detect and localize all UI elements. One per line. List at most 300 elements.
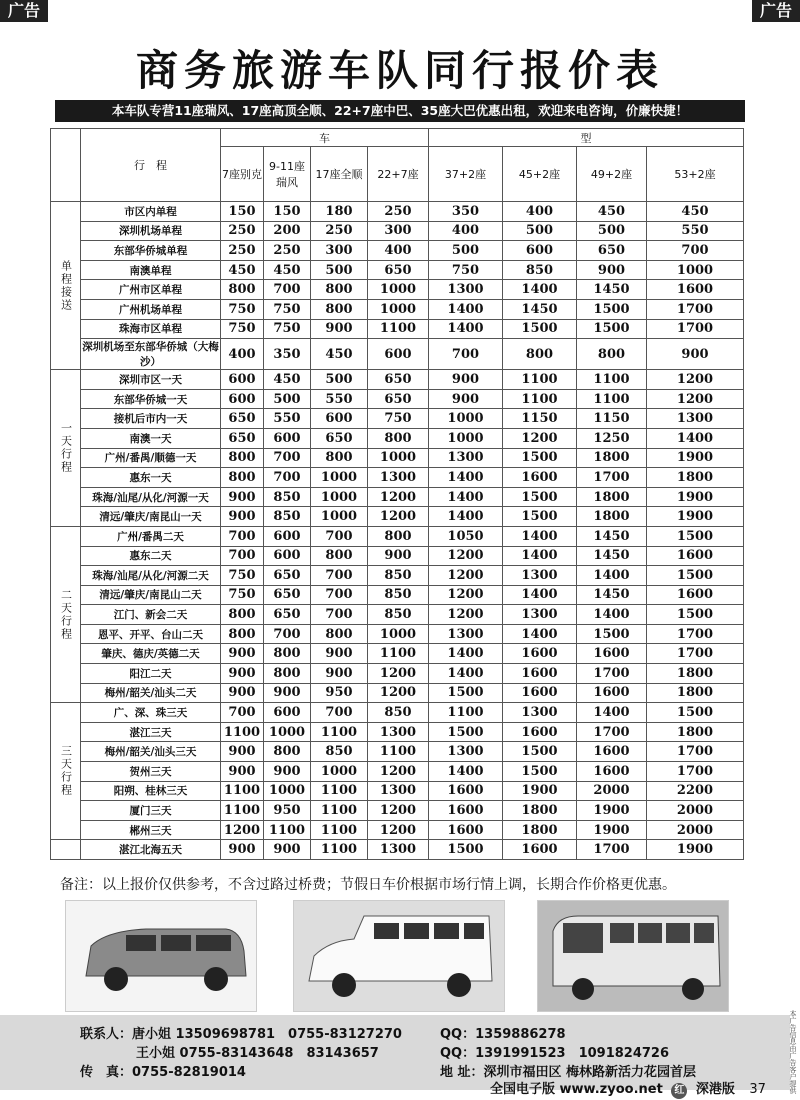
address-label: 地 址： bbox=[440, 1065, 484, 1080]
table-row bbox=[51, 820, 744, 840]
price-cell: 2000 bbox=[647, 801, 744, 821]
price-cell: 450 bbox=[311, 339, 368, 370]
price-cell: 850 bbox=[264, 507, 311, 527]
price-cell: 450 bbox=[264, 370, 311, 390]
price-cell: 1450 bbox=[577, 280, 647, 300]
price-cell: 700 bbox=[311, 566, 368, 586]
route-cell: 肇庆、德庆/英德二天 bbox=[81, 644, 221, 664]
price-cell: 1800 bbox=[503, 801, 577, 821]
price-cell: 800 bbox=[264, 644, 311, 664]
price-cell: 1500 bbox=[577, 299, 647, 319]
fax-label: 传 真： bbox=[80, 1065, 133, 1080]
route-cell: 深圳市区一天 bbox=[81, 370, 221, 390]
price-cell: 1900 bbox=[577, 820, 647, 840]
vehicle-header-1: 车 bbox=[221, 129, 429, 147]
price-cell: 900 bbox=[264, 762, 311, 782]
price-cell: 1100 bbox=[311, 840, 368, 860]
minibus-image bbox=[537, 900, 729, 1012]
price-cell: 1500 bbox=[647, 605, 744, 625]
price-cell: 1300 bbox=[429, 624, 503, 644]
price-cell: 600 bbox=[221, 389, 264, 409]
price-cell: 1200 bbox=[429, 585, 503, 605]
price-cell: 800 bbox=[311, 299, 368, 319]
vehicle-type-header: 22+7座 bbox=[368, 147, 429, 202]
price-cell: 800 bbox=[311, 448, 368, 468]
contact-person-2-info: 王小姐 0755-83143648 83143657 bbox=[136, 1046, 379, 1061]
price-cell: 1000 bbox=[429, 409, 503, 429]
fax-line bbox=[80, 1061, 246, 1080]
vehicle-type-header: 37+2座 bbox=[429, 147, 503, 202]
price-cell: 1100 bbox=[368, 644, 429, 664]
price-cell: 600 bbox=[221, 370, 264, 390]
price-cell: 1800 bbox=[647, 683, 744, 703]
price-cell: 900 bbox=[221, 644, 264, 664]
price-cell: 1200 bbox=[368, 683, 429, 703]
price-cell: 1400 bbox=[503, 526, 577, 546]
price-cell: 1600 bbox=[503, 644, 577, 664]
price-cell: 1500 bbox=[503, 762, 577, 782]
price-cell: 1600 bbox=[503, 664, 577, 684]
price-cell: 900 bbox=[221, 507, 264, 527]
price-cell: 700 bbox=[221, 703, 264, 723]
price-cell: 750 bbox=[264, 319, 311, 339]
price-cell: 400 bbox=[503, 202, 577, 222]
price-cell: 1800 bbox=[577, 448, 647, 468]
qq-line-2 bbox=[440, 1042, 669, 1061]
price-cell: 1000 bbox=[311, 487, 368, 507]
route-cell: 珠海市区单程 bbox=[81, 319, 221, 339]
price-cell: 1300 bbox=[503, 566, 577, 586]
route-cell: 深圳机场单程 bbox=[81, 221, 221, 241]
price-cell: 1200 bbox=[368, 664, 429, 684]
price-table bbox=[50, 128, 744, 860]
price-cell: 1600 bbox=[647, 546, 744, 566]
price-cell: 1400 bbox=[429, 319, 503, 339]
vehicle-type-header: 53+2座 bbox=[647, 147, 744, 202]
vehicle-type-header: 49+2座 bbox=[577, 147, 647, 202]
table-row bbox=[51, 840, 744, 860]
footer-site: 全国电子版 www.zyoo.net bbox=[490, 1082, 663, 1097]
table-row bbox=[51, 409, 744, 429]
vehicle-header-2: 型 bbox=[429, 129, 744, 147]
price-cell: 500 bbox=[503, 221, 577, 241]
price-cell: 450 bbox=[647, 202, 744, 222]
price-cell: 1500 bbox=[503, 319, 577, 339]
table-row bbox=[51, 370, 744, 390]
price-cell: 750 bbox=[221, 299, 264, 319]
price-cell: 900 bbox=[221, 742, 264, 762]
category-label bbox=[51, 840, 81, 860]
table-row bbox=[51, 546, 744, 566]
route-cell: 厦门三天 bbox=[81, 801, 221, 821]
table-row bbox=[51, 428, 744, 448]
price-cell: 900 bbox=[221, 683, 264, 703]
price-cell: 1200 bbox=[647, 389, 744, 409]
route-cell: 南澳单程 bbox=[81, 260, 221, 280]
price-cell: 1900 bbox=[647, 507, 744, 527]
price-cell: 700 bbox=[264, 280, 311, 300]
price-cell: 800 bbox=[221, 448, 264, 468]
side-note: 本广告信息由广告客户提供 bbox=[789, 1010, 797, 1094]
price-cell: 1300 bbox=[503, 703, 577, 723]
price-cell: 1300 bbox=[503, 605, 577, 625]
price-cell: 900 bbox=[647, 339, 744, 370]
route-header: 行 程 bbox=[81, 129, 221, 202]
footer bbox=[490, 1078, 766, 1099]
category-label: 三天行程 bbox=[51, 703, 81, 840]
price-cell: 1500 bbox=[577, 624, 647, 644]
price-cell: 1000 bbox=[429, 428, 503, 448]
price-cell: 1400 bbox=[577, 703, 647, 723]
price-cell: 1800 bbox=[577, 487, 647, 507]
price-cell: 600 bbox=[264, 703, 311, 723]
price-cell: 1000 bbox=[264, 781, 311, 801]
price-cell: 1100 bbox=[221, 781, 264, 801]
price-cell: 250 bbox=[368, 202, 429, 222]
price-cell: 800 bbox=[264, 742, 311, 762]
price-cell: 1200 bbox=[221, 820, 264, 840]
price-cell: 800 bbox=[503, 339, 577, 370]
price-cell: 1450 bbox=[577, 526, 647, 546]
price-cell: 1400 bbox=[503, 280, 577, 300]
price-cell: 2200 bbox=[647, 781, 744, 801]
transit-van-image bbox=[293, 900, 505, 1012]
price-cell: 250 bbox=[221, 221, 264, 241]
price-cell: 1100 bbox=[221, 722, 264, 742]
route-cell: 广州/番禺/顺德一天 bbox=[81, 448, 221, 468]
table-row bbox=[51, 280, 744, 300]
price-cell: 1700 bbox=[577, 468, 647, 488]
price-cell: 650 bbox=[577, 241, 647, 261]
price-cell: 1200 bbox=[368, 801, 429, 821]
price-cell: 1600 bbox=[503, 683, 577, 703]
route-cell: 湛江三天 bbox=[81, 722, 221, 742]
price-cell: 1400 bbox=[503, 546, 577, 566]
price-cell: 900 bbox=[311, 319, 368, 339]
price-cell: 750 bbox=[429, 260, 503, 280]
price-cell: 550 bbox=[264, 409, 311, 429]
price-cell: 800 bbox=[221, 468, 264, 488]
price-cell: 150 bbox=[264, 202, 311, 222]
price-cell: 800 bbox=[221, 624, 264, 644]
price-cell: 1500 bbox=[503, 448, 577, 468]
price-cell: 1600 bbox=[503, 722, 577, 742]
price-cell: 1100 bbox=[503, 389, 577, 409]
table-row bbox=[51, 781, 744, 801]
qq-line-1 bbox=[440, 1023, 566, 1042]
contact-label: 联系人： bbox=[80, 1027, 133, 1042]
route-cell: 珠海/汕尾/从化/河源一天 bbox=[81, 487, 221, 507]
price-cell: 1800 bbox=[647, 664, 744, 684]
price-cell: 650 bbox=[221, 409, 264, 429]
price-cell: 1150 bbox=[577, 409, 647, 429]
price-cell: 1800 bbox=[647, 722, 744, 742]
price-cell: 1400 bbox=[429, 468, 503, 488]
price-cell: 1100 bbox=[311, 781, 368, 801]
price-cell: 1500 bbox=[429, 840, 503, 860]
price-cell: 1600 bbox=[429, 820, 503, 840]
price-cell: 700 bbox=[264, 468, 311, 488]
price-cell: 1200 bbox=[368, 487, 429, 507]
table-row bbox=[51, 742, 744, 762]
price-cell: 650 bbox=[264, 585, 311, 605]
price-cell: 1700 bbox=[647, 299, 744, 319]
price-cell: 1300 bbox=[429, 280, 503, 300]
route-cell: 广、深、珠三天 bbox=[81, 703, 221, 723]
price-cell: 1800 bbox=[577, 507, 647, 527]
vehicle-type-header: 17座全顺 bbox=[311, 147, 368, 202]
footer-badge: 红 bbox=[671, 1083, 687, 1099]
price-cell: 1400 bbox=[429, 762, 503, 782]
price-cell: 650 bbox=[221, 428, 264, 448]
price-cell: 650 bbox=[368, 370, 429, 390]
price-cell: 1500 bbox=[503, 507, 577, 527]
price-cell: 1250 bbox=[577, 428, 647, 448]
qq-label-2: QQ： bbox=[440, 1046, 476, 1061]
table-row bbox=[51, 339, 744, 370]
table-row bbox=[51, 487, 744, 507]
price-cell: 850 bbox=[311, 742, 368, 762]
route-cell: 湛江北海五天 bbox=[81, 840, 221, 860]
price-cell: 2000 bbox=[577, 781, 647, 801]
price-cell: 350 bbox=[429, 202, 503, 222]
route-cell: 市区内单程 bbox=[81, 202, 221, 222]
price-cell: 1450 bbox=[577, 585, 647, 605]
price-cell: 550 bbox=[311, 389, 368, 409]
price-cell: 1400 bbox=[429, 487, 503, 507]
price-cell: 1400 bbox=[577, 566, 647, 586]
price-cell: 750 bbox=[221, 585, 264, 605]
contact-person-1 bbox=[80, 1023, 402, 1042]
table-row bbox=[51, 664, 744, 684]
category-label: 一天行程 bbox=[51, 370, 81, 527]
table-row bbox=[51, 202, 744, 222]
price-cell: 700 bbox=[311, 703, 368, 723]
category-label: 二天行程 bbox=[51, 526, 81, 702]
price-cell: 600 bbox=[264, 546, 311, 566]
route-cell: 郴州三天 bbox=[81, 820, 221, 840]
price-cell: 250 bbox=[264, 241, 311, 261]
route-cell: 珠海/汕尾/从化/河源二天 bbox=[81, 566, 221, 586]
price-note: 备注：以上报价仅供参考，不含过路过桥费；节假日车价根据市场行情上调，长期合作价格更优惠。 bbox=[60, 877, 676, 893]
price-cell: 500 bbox=[264, 389, 311, 409]
price-cell: 1200 bbox=[368, 507, 429, 527]
vehicle-type-header: 9-11座瑞风 bbox=[264, 147, 311, 202]
price-cell: 900 bbox=[221, 664, 264, 684]
price-cell: 1600 bbox=[503, 468, 577, 488]
price-cell: 1800 bbox=[647, 468, 744, 488]
price-cell: 500 bbox=[577, 221, 647, 241]
contact-person-1-info: 唐小姐 13509698781 0755-83127270 bbox=[132, 1027, 402, 1042]
price-cell: 600 bbox=[311, 409, 368, 429]
route-cell: 惠东二天 bbox=[81, 546, 221, 566]
price-cell: 1400 bbox=[429, 299, 503, 319]
price-cell: 1100 bbox=[264, 820, 311, 840]
price-cell: 800 bbox=[368, 428, 429, 448]
price-cell: 450 bbox=[221, 260, 264, 280]
table-row bbox=[51, 644, 744, 664]
price-cell: 900 bbox=[429, 389, 503, 409]
price-cell: 1400 bbox=[429, 664, 503, 684]
price-cell: 400 bbox=[221, 339, 264, 370]
price-cell: 700 bbox=[221, 526, 264, 546]
price-cell: 1900 bbox=[647, 840, 744, 860]
vehicle-type-header: 45+2座 bbox=[503, 147, 577, 202]
table-row bbox=[51, 468, 744, 488]
price-cell: 450 bbox=[264, 260, 311, 280]
price-cell: 1700 bbox=[577, 840, 647, 860]
ad-label-left: 广告 bbox=[0, 0, 48, 22]
route-cell: 广州/番禺二天 bbox=[81, 526, 221, 546]
route-cell: 贺州三天 bbox=[81, 762, 221, 782]
price-cell: 1500 bbox=[647, 526, 744, 546]
price-cell: 900 bbox=[221, 840, 264, 860]
price-cell: 700 bbox=[429, 339, 503, 370]
price-cell: 800 bbox=[221, 605, 264, 625]
price-cell: 1450 bbox=[577, 546, 647, 566]
footer-edition: 深港版 bbox=[695, 1082, 735, 1097]
price-cell: 1100 bbox=[311, 722, 368, 742]
table-row bbox=[51, 260, 744, 280]
price-cell: 800 bbox=[311, 624, 368, 644]
subtitle-banner: 本车队专营11座瑞风、17座高顶全顺、22+7座中巴、35座大巴优惠出租，欢迎来电咨询，价廉快捷！ bbox=[55, 100, 745, 122]
price-cell: 600 bbox=[368, 339, 429, 370]
price-cell: 1200 bbox=[429, 546, 503, 566]
price-cell: 1600 bbox=[577, 742, 647, 762]
table-row bbox=[51, 299, 744, 319]
price-cell: 700 bbox=[264, 448, 311, 468]
qq-number-1: 1359886278 bbox=[475, 1027, 566, 1042]
price-cell: 900 bbox=[429, 370, 503, 390]
price-cell: 1300 bbox=[368, 840, 429, 860]
table-row bbox=[51, 566, 744, 586]
price-cell: 800 bbox=[311, 280, 368, 300]
price-cell: 1300 bbox=[368, 722, 429, 742]
price-cell: 1400 bbox=[503, 585, 577, 605]
price-cell: 1000 bbox=[368, 299, 429, 319]
route-cell: 恩平、开平、台山二天 bbox=[81, 624, 221, 644]
price-cell: 600 bbox=[264, 526, 311, 546]
table-row bbox=[51, 624, 744, 644]
price-cell: 300 bbox=[368, 221, 429, 241]
price-cell: 1200 bbox=[429, 605, 503, 625]
route-cell: 广州市区单程 bbox=[81, 280, 221, 300]
price-cell: 250 bbox=[311, 221, 368, 241]
price-cell: 950 bbox=[311, 683, 368, 703]
route-cell: 广州机场单程 bbox=[81, 299, 221, 319]
price-cell: 800 bbox=[264, 664, 311, 684]
address-text: 深圳市福田区 梅林路新活力花园首层 bbox=[483, 1065, 697, 1080]
price-cell: 1000 bbox=[311, 762, 368, 782]
table-row bbox=[51, 585, 744, 605]
table-row bbox=[51, 703, 744, 723]
price-cell: 1100 bbox=[311, 801, 368, 821]
price-cell: 1400 bbox=[503, 624, 577, 644]
price-cell: 1200 bbox=[429, 566, 503, 586]
price-cell: 700 bbox=[311, 605, 368, 625]
price-cell: 1700 bbox=[647, 762, 744, 782]
price-cell: 1500 bbox=[647, 703, 744, 723]
price-cell: 900 bbox=[577, 260, 647, 280]
price-cell: 600 bbox=[503, 241, 577, 261]
price-cell: 800 bbox=[368, 526, 429, 546]
qq-label: QQ： bbox=[440, 1027, 476, 1042]
price-cell: 1400 bbox=[577, 605, 647, 625]
price-cell: 750 bbox=[221, 319, 264, 339]
price-cell: 300 bbox=[311, 241, 368, 261]
price-cell: 900 bbox=[221, 762, 264, 782]
price-cell: 1300 bbox=[368, 781, 429, 801]
table-row bbox=[51, 389, 744, 409]
vehicle-type-header: 7座别克 bbox=[221, 147, 264, 202]
price-cell: 1100 bbox=[577, 370, 647, 390]
price-cell: 850 bbox=[368, 585, 429, 605]
price-cell: 1500 bbox=[577, 319, 647, 339]
price-cell: 1200 bbox=[503, 428, 577, 448]
price-cell: 1150 bbox=[503, 409, 577, 429]
minivan-image bbox=[65, 900, 257, 1012]
price-cell: 1600 bbox=[647, 585, 744, 605]
price-cell: 1000 bbox=[368, 280, 429, 300]
price-cell: 1700 bbox=[647, 319, 744, 339]
price-cell: 700 bbox=[311, 585, 368, 605]
price-cell: 1100 bbox=[503, 370, 577, 390]
price-cell: 400 bbox=[429, 221, 503, 241]
price-cell: 1400 bbox=[429, 507, 503, 527]
route-cell: 梅州/韶关/汕头二天 bbox=[81, 683, 221, 703]
route-cell: 江门、新会二天 bbox=[81, 605, 221, 625]
price-cell: 1100 bbox=[429, 703, 503, 723]
price-cell: 750 bbox=[264, 299, 311, 319]
price-cell: 900 bbox=[264, 840, 311, 860]
route-cell: 东部华侨城单程 bbox=[81, 241, 221, 261]
price-cell: 2000 bbox=[647, 820, 744, 840]
table-row bbox=[51, 605, 744, 625]
price-cell: 850 bbox=[368, 566, 429, 586]
price-cell: 650 bbox=[311, 428, 368, 448]
page-title: 商务旅游车队同行报价表 bbox=[135, 46, 664, 95]
price-cell: 450 bbox=[577, 202, 647, 222]
table-row bbox=[51, 221, 744, 241]
price-cell: 1100 bbox=[368, 319, 429, 339]
price-cell: 1700 bbox=[647, 742, 744, 762]
price-cell: 700 bbox=[647, 241, 744, 261]
price-cell: 500 bbox=[311, 260, 368, 280]
price-cell: 1500 bbox=[429, 722, 503, 742]
price-cell: 600 bbox=[264, 428, 311, 448]
price-cell: 1600 bbox=[647, 280, 744, 300]
price-cell: 750 bbox=[368, 409, 429, 429]
price-cell: 1600 bbox=[577, 683, 647, 703]
price-cell: 650 bbox=[368, 389, 429, 409]
price-cell: 1600 bbox=[577, 762, 647, 782]
page-number: 37 bbox=[749, 1082, 766, 1097]
price-cell: 1500 bbox=[503, 742, 577, 762]
ad-label-right: 广告 bbox=[752, 0, 800, 22]
table-row bbox=[51, 507, 744, 527]
price-cell: 1400 bbox=[647, 428, 744, 448]
price-cell: 900 bbox=[368, 546, 429, 566]
price-cell: 850 bbox=[264, 487, 311, 507]
price-cell: 1800 bbox=[503, 820, 577, 840]
table-row bbox=[51, 241, 744, 261]
price-cell: 1400 bbox=[429, 644, 503, 664]
price-cell: 850 bbox=[503, 260, 577, 280]
price-cell: 500 bbox=[429, 241, 503, 261]
price-cell: 1100 bbox=[368, 742, 429, 762]
price-cell: 650 bbox=[264, 566, 311, 586]
price-cell: 900 bbox=[264, 683, 311, 703]
